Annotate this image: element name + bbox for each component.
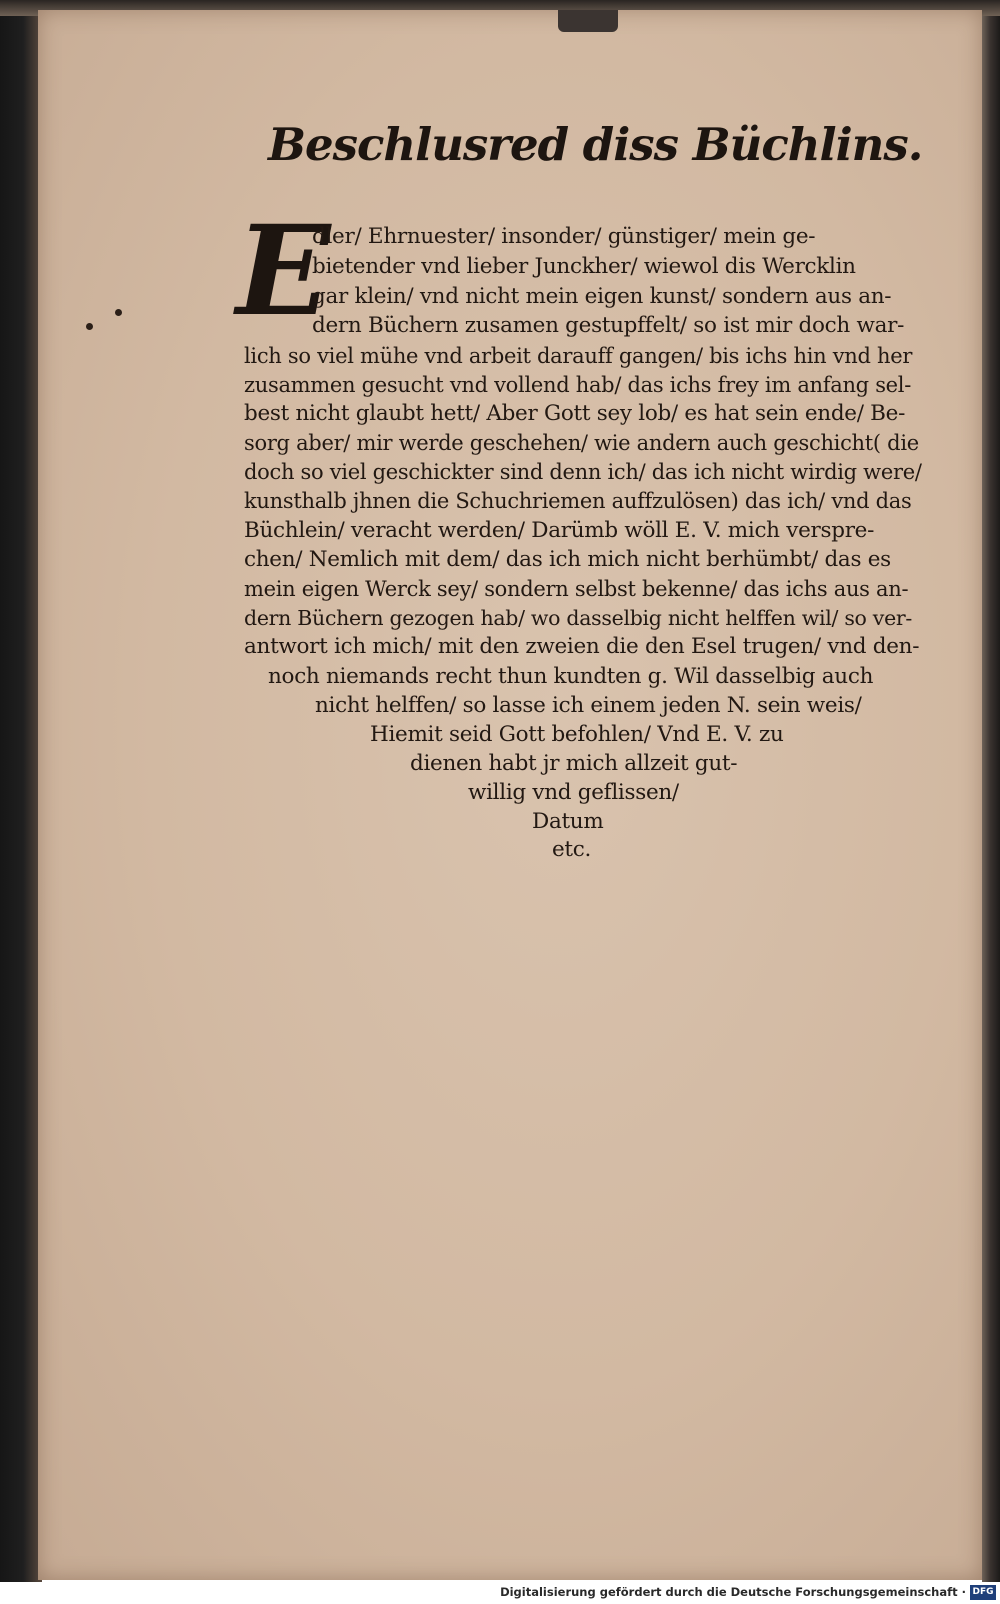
text-line: antwort ich mich/ mit den zweien die den Esel trugen/ vnd den-: [244, 634, 920, 659]
text-line: chen/ Nemlich mit dem/ das ich mich nicht berhümbt/ das es: [244, 547, 891, 572]
text-line: nicht helffen/ so lasse ich einem jeden N. sein weis/: [315, 693, 862, 718]
text-line: best nicht glaubt hett/ Aber Gott sey lob/ es hat sein ende/ Be-: [244, 401, 906, 426]
dfg-logo: DFG: [970, 1585, 996, 1600]
binding-shadow-left: [0, 0, 42, 1582]
ink-speck: [86, 323, 93, 330]
text-line: Hiemit seid Gott befohlen/ Vnd E. V. zu: [370, 722, 784, 747]
binding-shadow-right: [982, 0, 1000, 1582]
text-line: Büchlein/ veracht werden/ Darümb wöll E. V. mich verspre-: [244, 518, 875, 543]
text-line: willig vnd geflissen/: [468, 780, 679, 805]
text-line: dern Büchern zusamen gestupffelt/ so ist mir doch war-: [312, 313, 905, 338]
text-line: zusammen gesucht vnd vollend hab/ das ichs frey im anfang sel-: [244, 373, 912, 397]
text-line: Datum: [532, 809, 604, 834]
funding-notice: Digitalisierung gefördert durch die Deutsche Forschungsgemeinschaft ·: [500, 1585, 966, 1599]
text-line: mein eigen Werck sey/ sondern selbst bekenne/ das ichs aus an-: [244, 577, 909, 601]
decorated-initial: E: [236, 199, 331, 344]
text-line: noch niemands recht thun kundten g. Wil dasselbig auch: [268, 664, 874, 689]
text-line: doch so viel geschickter sind denn ich/ das ich nicht wirdig were/: [244, 460, 922, 484]
ink-speck: [115, 309, 122, 316]
text-line: dern Büchern gezogen hab/ wo dasselbig nicht helffen wil/ so ver-: [244, 606, 913, 630]
footer-bar: [0, 1582, 1000, 1604]
text-line: etc.: [552, 837, 592, 862]
text-line: bietender vnd lieber Junckher/ wiewol dis Wercklin: [312, 254, 856, 279]
text-line: kunsthalb jhnen die Schuchriemen auffzulösen) das ich/ vnd das: [244, 489, 912, 513]
text-line: sorg aber/ mir werde geschehen/ wie andern auch geschicht( die: [244, 431, 919, 455]
page-title: Beschlusred diss Büchlins.: [268, 118, 923, 171]
text-line: lich so viel mühe vnd arbeit darauff gangen/ bis ichs hin vnd her: [244, 344, 913, 368]
text-line: gar klein/ vnd nicht mein eigen kunst/ sondern aus an-: [312, 284, 892, 309]
page-notch: [558, 10, 618, 32]
text-line: dler/ Ehrnuester/ insonder/ günstiger/ mein ge-: [312, 224, 816, 249]
text-line: dienen habt jr mich allzeit gut-: [410, 751, 738, 776]
